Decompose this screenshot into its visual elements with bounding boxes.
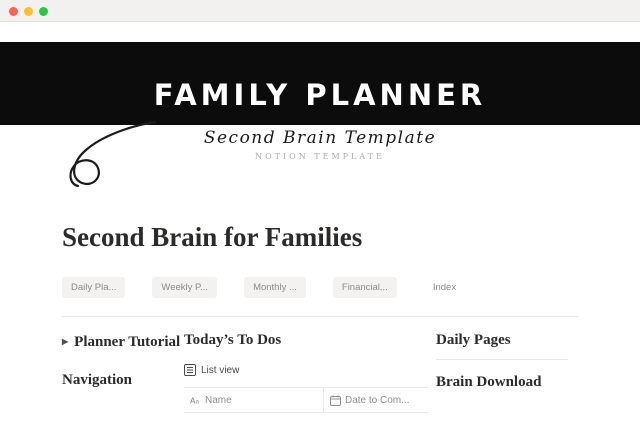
svg-text:A: A <box>190 396 196 405</box>
page-cover[interactable] <box>0 42 640 125</box>
page-title[interactable]: Second Brain for Families <box>62 222 363 252</box>
cover-script-block <box>0 122 640 182</box>
list-view-icon <box>184 364 196 376</box>
zoom-window-button[interactable] <box>39 7 48 16</box>
tab-weekly-planner[interactable]: Weekly P... <box>152 277 217 298</box>
page-canvas <box>0 22 640 406</box>
close-window-button[interactable] <box>9 7 18 16</box>
window-controls <box>9 7 48 16</box>
database-header-row <box>184 387 428 413</box>
window-titlebar <box>0 0 640 22</box>
tab-financial[interactable]: Financial... <box>333 277 397 298</box>
svg-text:a: a <box>195 398 200 405</box>
column-header-name[interactable] <box>184 388 324 412</box>
calendar-property-icon <box>330 395 341 406</box>
column-middle <box>184 332 436 422</box>
heading-navigation[interactable]: Navigation <box>62 372 133 388</box>
cover-script-title: Second Brain Template <box>203 128 437 148</box>
page-tab-strip <box>62 274 578 300</box>
heading-todays-todos[interactable]: Today’s To Dos <box>184 332 282 348</box>
toggle-planner-tutorial[interactable] <box>62 332 184 352</box>
section-divider <box>62 316 578 317</box>
heading-brain-download[interactable]: Brain Download <box>436 374 542 390</box>
cover-script-subtitle: NOTION TEMPLATE <box>255 152 385 161</box>
text-property-icon <box>190 395 201 406</box>
cover-title: FAMILY PLANNER <box>153 78 487 112</box>
triangle-right-icon[interactable]: ▶ <box>62 337 69 346</box>
tab-index[interactable]: Index <box>432 281 457 293</box>
column-header-name-label: Name <box>205 394 232 406</box>
column-header-date-label: Date to Com... <box>345 394 410 406</box>
column-header-date[interactable] <box>324 388 428 412</box>
heading-daily-pages[interactable]: Daily Pages <box>436 332 511 348</box>
minimize-window-button[interactable] <box>24 7 33 16</box>
column-left <box>62 332 184 422</box>
tab-daily-planner[interactable]: Daily Pla... <box>62 277 125 298</box>
toggle-planner-tutorial-label: Planner Tutorial <box>74 334 181 350</box>
content-columns <box>62 332 578 422</box>
tab-monthly-planner[interactable]: Monthly ... <box>244 277 306 298</box>
right-divider <box>436 359 568 360</box>
database-view-tab[interactable] <box>184 361 436 379</box>
database-view-label: List view <box>201 364 240 376</box>
column-right <box>436 332 578 422</box>
